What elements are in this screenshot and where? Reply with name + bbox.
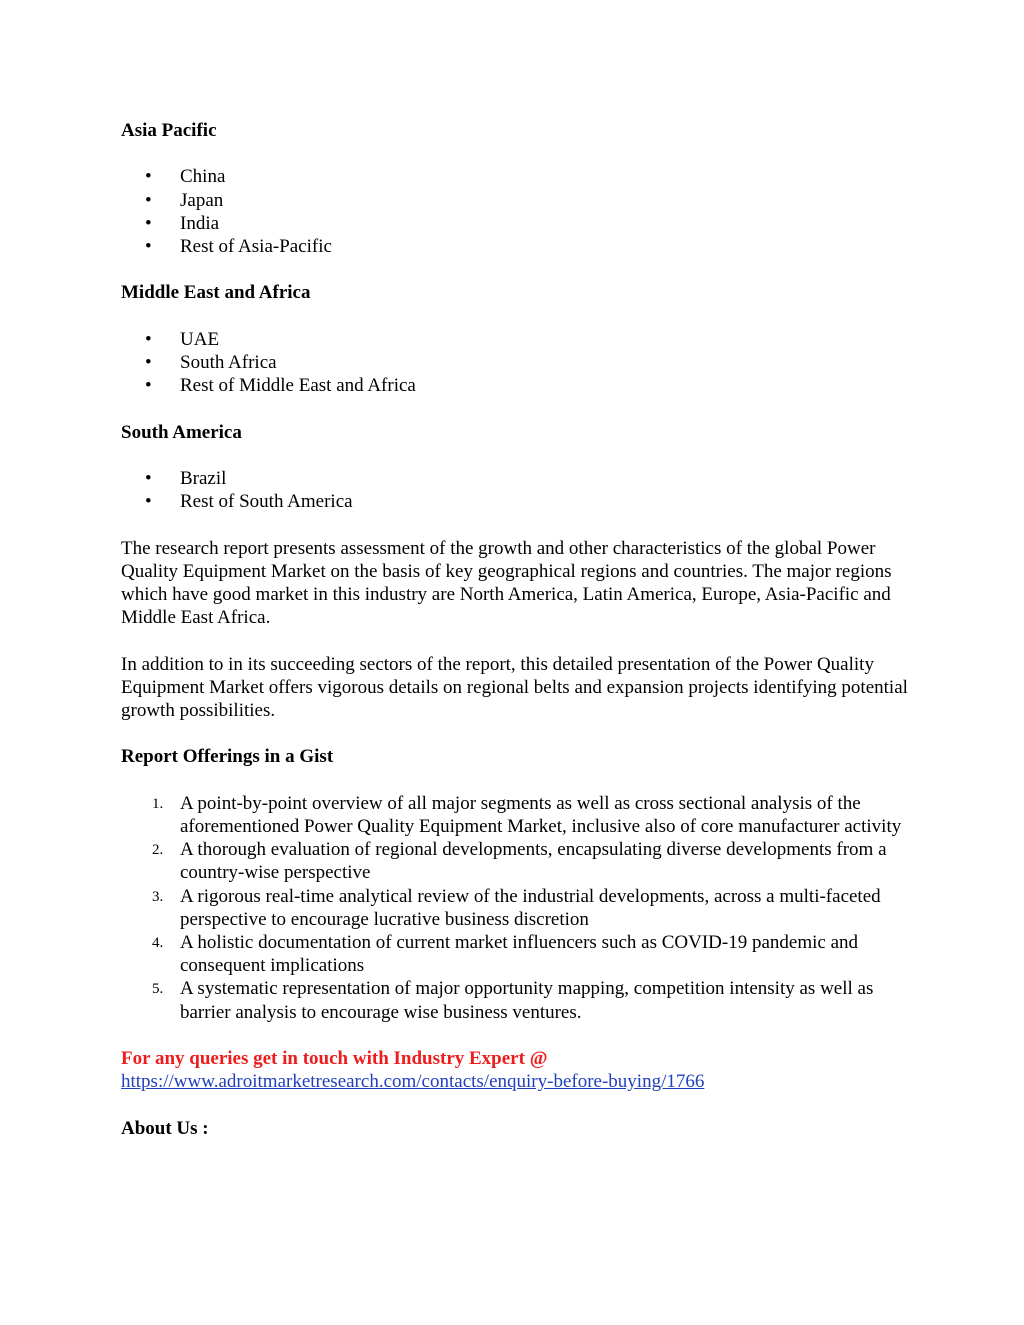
- list-item: • Rest of Middle East and Africa: [145, 375, 416, 397]
- contact-callout: For any queries get in touch with Industry Expert @: [121, 1047, 548, 1069]
- bullet-icon: •: [145, 375, 152, 397]
- offerings-list: [121, 792, 921, 1024]
- list-item: • South Africa: [145, 351, 277, 373]
- bullet-icon: •: [145, 189, 152, 211]
- list-item: • Japan: [145, 189, 224, 211]
- list-item: 3. A rigorous real-time analytical review of the industrial developments, across a multi-faceted perspective to encourage lucrative business discretion: [152, 885, 881, 930]
- south-america-list: [121, 467, 921, 513]
- bullet-icon: •: [145, 166, 152, 188]
- asia-pacific-list: [121, 165, 921, 258]
- list-item: • Rest of South America: [145, 491, 353, 513]
- heading-about-us: About Us :: [121, 1117, 209, 1139]
- list-item: 4. A holistic documentation of current market influencers such as COVID-19 pandemic and consequent implications: [152, 931, 858, 977]
- bullet-icon: •: [145, 328, 152, 350]
- heading-south-america: South America: [121, 421, 242, 443]
- list-number: 1.: [152, 795, 164, 812]
- heading-report-offerings: Report Offerings in a Gist: [121, 746, 334, 768]
- bullet-icon: •: [145, 236, 152, 257]
- heading-asia-pacific: Asia Pacific: [121, 120, 217, 141]
- bullet-icon: •: [145, 351, 152, 373]
- list-item: 2. A thorough evaluation of regional developments, encapsulating diverse developments from a country-wise perspective: [152, 839, 887, 884]
- list-number: 2.: [152, 842, 164, 859]
- bullet-icon: •: [145, 491, 152, 513]
- bullet-icon: •: [145, 467, 152, 489]
- list-number: 4.: [152, 934, 164, 951]
- list-number: 3.: [152, 888, 164, 905]
- paragraph-regional-assessment: The research report presents assessment of the growth and other characteristics of the global Power Quality Equipment Market on the basis of key geographical regions and countries. The major regions which have good market in this industry are North America, Latin America, Europe, Asia-Pacific and Middle East Africa.: [121, 537, 892, 629]
- bullet-icon: •: [145, 212, 152, 234]
- list-item: • UAE: [145, 328, 220, 350]
- mea-list: [121, 328, 921, 398]
- enquiry-link[interactable]: https://www.adroitmarketresearch.com/contacts/enquiry-before-buying/1766: [121, 1071, 705, 1093]
- list-item: 1. A point-by-point overview of all major segments as well as cross sectional analysis of the aforementioned Power Quality Equipment Market, inclusive also of core manufacturer activity: [152, 792, 902, 837]
- paragraph-regional-belts: In addition to in its succeeding sectors of the report, this detailed presentation of the Power Quality Equipment Market offers vigorous details on regional belts and expansion projects identifying potential growth possibilities.: [121, 653, 908, 721]
- list-number: 5.: [152, 981, 164, 998]
- heading-middle-east-africa: Middle East and Africa: [121, 282, 311, 304]
- list-item: • China: [145, 166, 226, 188]
- list-item: 5. A systematic representation of major opportunity mapping, competition intensity as well as barrier analysis to encourage wise business ventures.: [152, 978, 874, 1023]
- list-item: • Rest of Asia-Pacific: [145, 236, 332, 257]
- document-page: [121, 119, 921, 1140]
- list-item: • Brazil: [145, 467, 227, 489]
- list-item: • India: [145, 212, 220, 234]
